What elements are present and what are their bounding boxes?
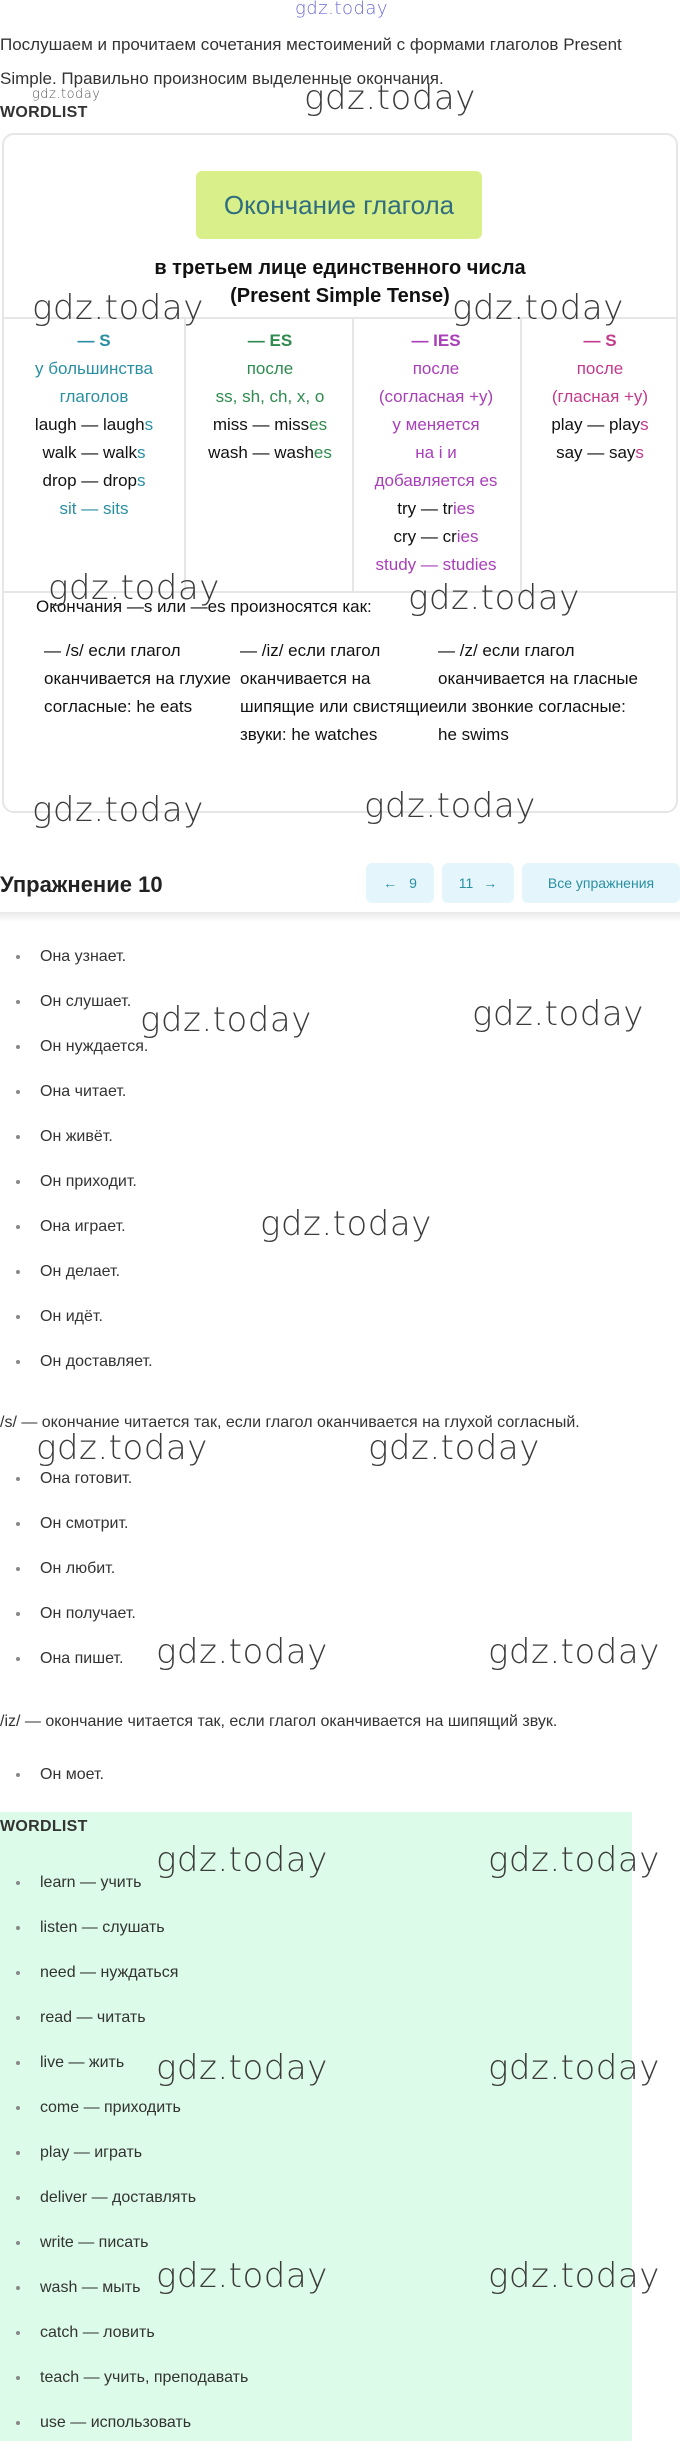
word-item: read — читать [0,1995,248,2040]
rule-text: после [246,359,294,378]
column-header: — IES [411,331,461,350]
list-item: Она узнает. [0,934,153,979]
arrow-left-icon: ← [383,875,398,891]
column-header: — ES [247,331,293,350]
watermark: gdz.today [304,78,476,118]
rule-column-s [14,327,174,523]
example-line: laugh — laughs [34,415,154,434]
answers-list [0,934,153,1384]
list-item: Он смотрит. [0,1501,136,1546]
all-exercises-button[interactable]: Все упражнения [522,863,680,903]
word-item: learn — учить [0,1860,248,1905]
pronunciation-rule: — /s/ если глагол оканчивается на глухие согласные: he eats [44,641,231,716]
watermark: gdz.today [140,1000,312,1040]
list-item: Он живёт. [0,1114,153,1159]
watermark: gdz.today [48,568,220,608]
next-exercise-label: 11 [458,875,474,891]
word-item: catch — ловить [0,2310,248,2355]
list-item: Он любит. [0,1546,136,1591]
list-item: Она читает. [0,1069,153,1114]
example-line: wash — washes [208,443,332,462]
rule-column-ies [356,327,516,579]
watermark: gdz.today [156,1840,328,1880]
list-item: Он получает. [0,1591,136,1636]
example-line: walk — walks [42,443,146,462]
list-item: Она пишет. [0,1636,136,1681]
watermark: gdz.today [408,578,580,618]
rule-column-es [190,327,350,467]
note-s: /s/ — окончание читается так, если глагол оканчивается на глухой согласный. [0,1414,580,1431]
card-subtitle-line1: в третьем лице единственного числа [154,257,526,279]
watermark: gdz.today [32,87,101,102]
wordlist-heading: WORDLIST [0,104,88,121]
header-shadow [0,912,680,922]
list-item: Он делает. [0,1249,153,1294]
list-item: Он доставляет. [0,1339,153,1384]
next-exercise-button[interactable] [442,863,514,903]
watermark: gdz.today [156,2048,328,2088]
column-header: — S [77,331,111,350]
word-item: need — нуждаться [0,1950,248,1995]
watermark: gdz.today [156,2256,328,2296]
intro-text: Послушаем и прочитаем сочетания местоимений с формами глаголов Present Simple. Правильно произносим выделенные окончания. [0,35,622,88]
rule-text: ss, sh, ch, x, o [215,387,325,406]
watermark: gdz.today [452,288,624,328]
example-line: miss — misses [212,415,328,434]
rule-column-s-vowel [520,327,680,467]
watermark: gdz.today [32,288,204,328]
pronunciation-title: Окончания —s или —es произносятся как: [36,597,372,616]
rule-text: у меняется [392,415,480,434]
word-item: deliver — доставлять [0,2175,248,2220]
rule-text: добавляется es [374,471,498,490]
watermark: gdz.today [488,2256,660,2296]
rule-text: у большинства [35,359,153,378]
column-divider [352,317,354,593]
watermark: gdz.today [488,1840,660,1880]
wordlist [0,1860,248,2445]
word-item: listen — слушать [0,1905,248,1950]
column-divider [184,317,186,593]
list-item: Он приходит. [0,1159,153,1204]
card-subtitle-line2: (Present Simple Tense) [230,285,450,307]
word-item: wash — мыть [0,2265,248,2310]
prev-exercise-label: 9 [409,875,417,891]
word-item: play — играть [0,2130,248,2175]
site-logo[interactable]: gdz.today [295,0,389,19]
word-item: live — жить [0,2040,248,2085]
example-line: study — studies [375,555,497,574]
word-item: come — приходить [0,2085,248,2130]
arrow-right-icon: → [483,875,498,891]
exercise-header [0,860,680,910]
example-line: play — plays [551,415,649,434]
rule-text: глаголов [59,387,129,406]
answers-list [0,1752,104,1797]
example-line: try — tries [397,499,475,518]
example-line: drop — drops [42,471,146,490]
wordlist-heading: WORDLIST [0,1818,88,1835]
prev-exercise-button[interactable] [366,863,434,903]
watermark: gdz.today [364,786,536,826]
column-header: — S [583,331,617,350]
watermark: gdz.today [488,2048,660,2088]
example-line: cry — cries [393,527,479,546]
rule-text: (гласная +y) [551,387,649,406]
list-item: Она готовит. [0,1456,136,1501]
list-item: Он идёт. [0,1294,153,1339]
example-line: sit — sits [59,499,129,518]
word-item: write — писать [0,2220,248,2265]
exercise-title: Упражнение 10 [0,872,163,897]
watermark: gdz.today [260,1204,432,1244]
rule-text: на i и [415,443,457,462]
watermark: gdz.today [368,1428,540,1468]
list-item: Она играет. [0,1204,153,1249]
pronunciation-rule: — /z/ если глагол оканчивается на гласные или звонкие согласные: he swims [438,641,638,744]
pronunciation-rule: — /iz/ если глагол оканчивается на шипящие или свистящие звуки: he watches [240,641,439,744]
word-item: use — использовать [0,2400,248,2445]
watermark: gdz.today [488,1632,660,1672]
watermark: gdz.today [36,1428,208,1468]
grammar-card [2,133,678,813]
watermark: gdz.today [472,994,644,1034]
card-banner: Окончание глагола [196,171,482,239]
watermark: gdz.today [156,1632,328,1672]
note-iz: /iz/ — окончание читается так, если глагол оканчивается на шипящий звук. [0,1713,558,1730]
list-item: Он моет. [0,1752,104,1797]
rule-text: (согласная +y) [378,387,494,406]
watermark: gdz.today [32,790,204,830]
rule-text: после [576,359,624,378]
example-line: say — says [556,443,644,462]
rule-text: после [412,359,460,378]
answers-list [0,1456,136,1681]
word-item: teach — учить, преподавать [0,2355,248,2400]
list-item: Он слушает. [0,979,153,1024]
list-item: Он нуждается. [0,1024,153,1069]
